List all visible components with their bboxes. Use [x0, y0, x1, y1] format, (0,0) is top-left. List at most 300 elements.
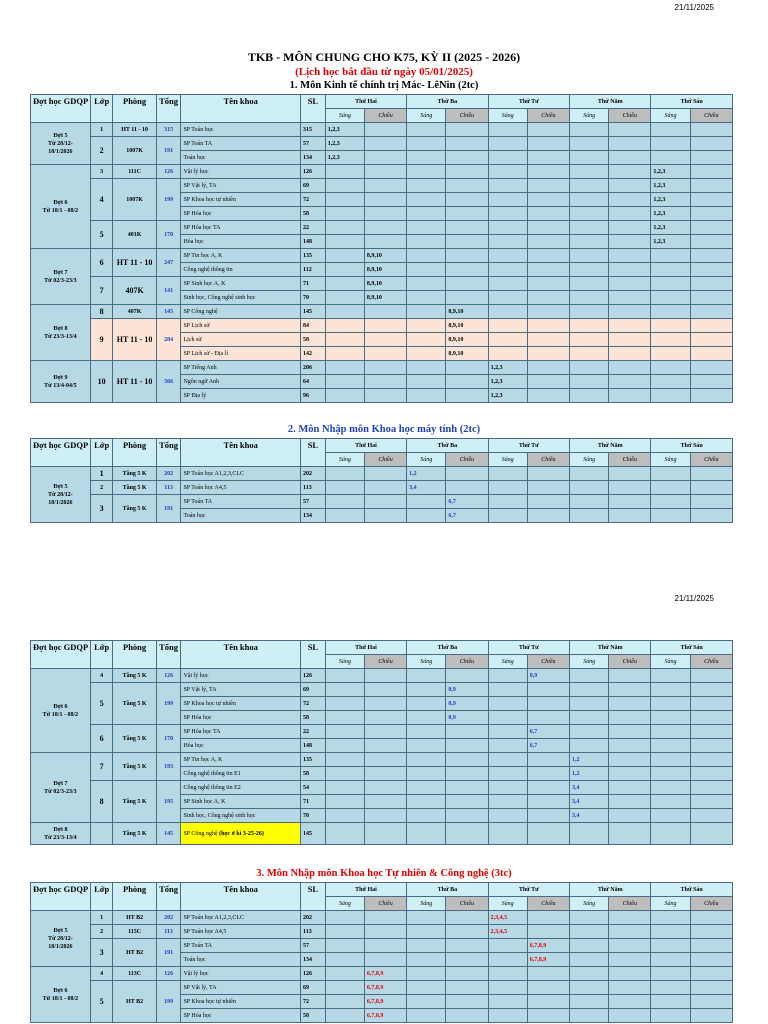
- schedule-slot: [651, 1009, 690, 1023]
- schedule-slot: [488, 753, 527, 767]
- schedule-slot: [325, 697, 364, 711]
- room-cell: Tầng 5 K: [113, 725, 156, 753]
- schedule-slot: [364, 179, 406, 193]
- room-cell: 407K: [113, 305, 156, 319]
- schedule-slot: [609, 179, 651, 193]
- schedule-slot: [570, 967, 609, 981]
- total-cell: 366: [156, 361, 181, 403]
- header-day: Thứ Ba: [407, 439, 488, 453]
- class-number: [90, 823, 113, 845]
- total-cell: 315: [156, 123, 181, 137]
- student-count: 96: [301, 389, 326, 403]
- schedule-slot: [570, 683, 609, 697]
- schedule-slot: [609, 981, 651, 995]
- schedule-slot: [325, 953, 364, 967]
- schedule-slot: [690, 795, 732, 809]
- schedule-slot: 6,7,8,9: [364, 995, 406, 1009]
- schedule-slot: [488, 795, 527, 809]
- schedule-slot: [570, 711, 609, 725]
- header-day: Thứ Sáu: [651, 883, 733, 897]
- schedule-slot: [407, 753, 446, 767]
- faculty-name: SP Hóa học TA: [181, 725, 301, 739]
- total-cell: 141: [156, 277, 181, 305]
- table-row: [31, 725, 733, 739]
- header-chieu: Chiều: [527, 655, 569, 669]
- schedule-slot: [325, 495, 364, 509]
- section-title: 1. Môn Kinh tế chính trị Mác- LêNin (2tc): [289, 80, 479, 91]
- faculty-name: Ngôn ngữ Anh: [181, 375, 301, 389]
- schedule-slot: [446, 925, 488, 939]
- table-row: [31, 179, 733, 193]
- header-sang: Sáng: [325, 897, 364, 911]
- header-chieu: Chiều: [690, 453, 732, 467]
- schedule-slot: [609, 193, 651, 207]
- table-row: [31, 249, 733, 263]
- schedule-slot: [364, 389, 406, 403]
- schedule-slot: [527, 711, 569, 725]
- schedule-slot: [570, 509, 609, 523]
- schedule-slot: [570, 347, 609, 361]
- schedule-slot: [364, 953, 406, 967]
- schedule-slot: [325, 1009, 364, 1023]
- schedule-slot: [651, 953, 690, 967]
- schedule-slot: 1,2,3: [488, 361, 527, 375]
- header-sang: Sáng: [488, 453, 527, 467]
- schedule-slot: [690, 179, 732, 193]
- schedule-slot: 8,9,10: [446, 333, 488, 347]
- schedule-slot: [527, 137, 569, 151]
- table-row: [31, 753, 733, 767]
- schedule-slot: [527, 683, 569, 697]
- faculty-name: Toán học: [181, 509, 301, 523]
- header-chieu: Chiều: [527, 897, 569, 911]
- schedule-slot: 6,7,8,9: [364, 967, 406, 981]
- faculty-name: SP Toán TA: [181, 939, 301, 953]
- student-count: 142: [301, 347, 326, 361]
- room-cell: HT 11 - 10: [113, 123, 156, 137]
- total-cell: 145: [156, 305, 181, 319]
- schedule-slot: [570, 123, 609, 137]
- schedule-slot: [446, 151, 488, 165]
- total-cell: 113: [156, 925, 181, 939]
- schedule-slot: [488, 767, 527, 781]
- schedule-slot: [690, 953, 732, 967]
- faculty-name: Lịch sử: [181, 333, 301, 347]
- schedule-slot: [570, 725, 609, 739]
- schedule-slot: [609, 953, 651, 967]
- header-day: Thứ Hai: [325, 641, 406, 655]
- student-count: 113: [301, 925, 326, 939]
- schedule-slot: [651, 697, 690, 711]
- schedule-slot: [651, 767, 690, 781]
- schedule-slot: [325, 193, 364, 207]
- schedule-slot: [364, 739, 406, 753]
- schedule-slot: [407, 333, 446, 347]
- schedule-slot: [488, 235, 527, 249]
- schedule-slot: 1,2,3: [651, 221, 690, 235]
- schedule-slot: [488, 165, 527, 179]
- room-cell: 111C: [113, 165, 156, 179]
- schedule-slot: 1,2,3: [651, 235, 690, 249]
- schedule-slot: [527, 207, 569, 221]
- student-count: 71: [301, 795, 326, 809]
- schedule-slot: [609, 481, 651, 495]
- schedule-slot: [488, 263, 527, 277]
- schedule-slot: [527, 263, 569, 277]
- schedule-slot: [690, 711, 732, 725]
- header-phong: Phòng: [113, 95, 156, 123]
- class-number: 9: [90, 319, 113, 361]
- header-chieu: Chiều: [609, 109, 651, 123]
- schedule-slot: [407, 967, 446, 981]
- schedule-slot: [651, 995, 690, 1009]
- schedule-slot: 6,7,8,9: [364, 1009, 406, 1023]
- header-tong: Tổng: [156, 883, 181, 911]
- faculty-name: Toán học: [181, 151, 301, 165]
- schedule-slot: [527, 823, 569, 845]
- header-chieu: Chiều: [446, 453, 488, 467]
- student-count: 71: [301, 277, 326, 291]
- schedule-slot: [325, 263, 364, 277]
- schedule-slot: [446, 753, 488, 767]
- schedule-slot: [609, 249, 651, 263]
- header-sang: Sáng: [570, 453, 609, 467]
- header-chieu: Chiều: [609, 453, 651, 467]
- faculty-name: SP Vật lý, TA: [181, 179, 301, 193]
- schedule-slot: [364, 697, 406, 711]
- schedule-slot: [651, 725, 690, 739]
- schedule-slot: [407, 137, 446, 151]
- schedule-slot: 1,2,3: [325, 137, 364, 151]
- schedule-slot: [488, 669, 527, 683]
- schedule-slot: [609, 711, 651, 725]
- schedule-slot: [488, 781, 527, 795]
- schedule-slot: [488, 151, 527, 165]
- header-sang: Sáng: [651, 453, 690, 467]
- schedule-slot: [527, 981, 569, 995]
- student-count: 134: [301, 151, 326, 165]
- schedule-table: [30, 640, 733, 845]
- class-number: 5: [90, 981, 113, 1023]
- schedule-slot: [407, 361, 446, 375]
- student-count: 135: [301, 753, 326, 767]
- class-number: 7: [90, 277, 113, 305]
- dot-cell: Đợt 5 Từ 28/12- 18/1/2026: [31, 123, 91, 165]
- schedule-slot: [690, 221, 732, 235]
- total-cell: 247: [156, 249, 181, 277]
- schedule-slot: 6,7,8,9: [527, 939, 569, 953]
- schedule-slot: [488, 939, 527, 953]
- schedule-slot: [690, 375, 732, 389]
- header-sang: Sáng: [570, 897, 609, 911]
- class-number: 2: [90, 925, 113, 939]
- schedule-slot: [609, 781, 651, 795]
- faculty-name: SP Tiếng Anh: [181, 361, 301, 375]
- faculty-name: Vật lý học: [181, 165, 301, 179]
- schedule-slot: 1,2: [570, 753, 609, 767]
- schedule-table: [30, 438, 733, 523]
- schedule-slot: [690, 263, 732, 277]
- class-number: 2: [90, 481, 113, 495]
- schedule-slot: [325, 481, 364, 495]
- schedule-slot: [651, 291, 690, 305]
- schedule-slot: [570, 823, 609, 845]
- schedule-slot: 8,9: [446, 711, 488, 725]
- header-sang: Sáng: [570, 109, 609, 123]
- schedule-slot: [407, 263, 446, 277]
- table-row: [31, 669, 733, 683]
- class-number: 6: [90, 725, 113, 753]
- schedule-slot: [651, 683, 690, 697]
- schedule-slot: [690, 767, 732, 781]
- schedule-slot: [690, 925, 732, 939]
- schedule-slot: 6,7,8,9: [527, 953, 569, 967]
- header-dot: Đợt học GDQP: [31, 883, 91, 911]
- header-sang: Sáng: [488, 655, 527, 669]
- table-row: [31, 925, 733, 939]
- schedule-slot: [407, 781, 446, 795]
- schedule-slot: [325, 249, 364, 263]
- student-count: 148: [301, 235, 326, 249]
- schedule-slot: [527, 509, 569, 523]
- schedule-slot: [446, 767, 488, 781]
- total-cell: 191: [156, 137, 181, 165]
- class-number: 5: [90, 221, 113, 249]
- schedule-slot: 8,9,10: [446, 347, 488, 361]
- header-day: Thứ Năm: [570, 95, 651, 109]
- schedule-slot: [364, 669, 406, 683]
- class-number: 5: [90, 683, 113, 725]
- class-number: 2: [90, 137, 113, 165]
- schedule-slot: [325, 235, 364, 249]
- schedule-slot: [407, 711, 446, 725]
- schedule-slot: 1,2,3: [651, 165, 690, 179]
- schedule-slot: [364, 911, 406, 925]
- schedule-slot: [488, 179, 527, 193]
- table-row: [31, 277, 733, 291]
- faculty-name: SP Hóa học: [181, 1009, 301, 1023]
- student-count: 57: [301, 137, 326, 151]
- schedule-slot: 6,7: [527, 739, 569, 753]
- schedule-slot: [325, 683, 364, 697]
- schedule-slot: [527, 165, 569, 179]
- schedule-slot: [651, 151, 690, 165]
- schedule-slot: [325, 207, 364, 221]
- schedule-slot: [651, 249, 690, 263]
- total-cell: 193: [156, 753, 181, 781]
- schedule-slot: [364, 781, 406, 795]
- header-sang: Sáng: [651, 109, 690, 123]
- room-cell: 1007K: [113, 137, 156, 165]
- schedule-slot: [690, 823, 732, 845]
- schedule-slot: [364, 333, 406, 347]
- schedule-slot: [527, 375, 569, 389]
- total-cell: 145: [156, 823, 181, 845]
- faculty-name: SP Khoa học tự nhiên: [181, 697, 301, 711]
- schedule-slot: [609, 347, 651, 361]
- schedule-slot: [651, 509, 690, 523]
- schedule-slot: [651, 925, 690, 939]
- schedule-slot: [570, 389, 609, 403]
- header-sang: Sáng: [488, 897, 527, 911]
- table-row: [31, 939, 733, 953]
- schedule-slot: [609, 467, 651, 481]
- schedule-slot: [325, 739, 364, 753]
- dot-cell: Đợt 5 Từ 28/12- 18/1/2026: [31, 911, 91, 967]
- header-khoa: Tên khoa: [181, 439, 301, 467]
- schedule-slot: [609, 725, 651, 739]
- schedule-slot: [488, 123, 527, 137]
- schedule-slot: [570, 939, 609, 953]
- room-cell: HT 11 - 10: [113, 319, 156, 361]
- schedule-slot: [527, 291, 569, 305]
- faculty-name: Vật lý học: [181, 669, 301, 683]
- total-cell: 191: [156, 939, 181, 967]
- schedule-slot: [527, 925, 569, 939]
- schedule-slot: [407, 375, 446, 389]
- schedule-slot: [609, 739, 651, 753]
- schedule-slot: [364, 823, 406, 845]
- schedule-slot: [609, 967, 651, 981]
- table-row: [31, 981, 733, 995]
- header-tong: Tổng: [156, 95, 181, 123]
- schedule-slot: [325, 711, 364, 725]
- student-count: 145: [301, 305, 326, 319]
- schedule-slot: [690, 939, 732, 953]
- schedule-slot: [527, 221, 569, 235]
- schedule-slot: [690, 319, 732, 333]
- schedule-slot: [488, 137, 527, 151]
- total-cell: 199: [156, 179, 181, 221]
- schedule-slot: [407, 939, 446, 953]
- schedule-slot: [609, 207, 651, 221]
- schedule-slot: [446, 481, 488, 495]
- student-count: 57: [301, 939, 326, 953]
- schedule-slot: [651, 333, 690, 347]
- schedule-slot: [527, 389, 569, 403]
- schedule-slot: [407, 981, 446, 995]
- page-subtitle: (Lịch học bắt đầu từ ngày 05/01/2025): [295, 66, 473, 78]
- schedule-slot: [446, 669, 488, 683]
- schedule-slot: [325, 781, 364, 795]
- schedule-slot: [446, 235, 488, 249]
- room-cell: 113C: [113, 967, 156, 981]
- total-cell: 191: [156, 495, 181, 523]
- schedule-slot: [609, 361, 651, 375]
- header-khoa: Tên khoa: [181, 95, 301, 123]
- table-row: [31, 823, 733, 845]
- schedule-slot: [488, 725, 527, 739]
- schedule-slot: [527, 795, 569, 809]
- schedule-slot: [570, 361, 609, 375]
- header-day: Thứ Tư: [488, 439, 569, 453]
- schedule-slot: [690, 669, 732, 683]
- schedule-slot: [407, 953, 446, 967]
- dot-cell: Đợt 5 Từ 28/12- 18/1/2026: [31, 467, 91, 523]
- schedule-slot: [570, 137, 609, 151]
- room-cell: 401K: [113, 221, 156, 249]
- schedule-slot: 1,2,3: [325, 123, 364, 137]
- schedule-slot: 8,9: [446, 697, 488, 711]
- schedule-slot: [407, 823, 446, 845]
- total-cell: 195: [156, 781, 181, 823]
- room-cell: Tầng 5 K: [113, 467, 156, 481]
- schedule-slot: [651, 319, 690, 333]
- schedule-slot: [446, 179, 488, 193]
- total-cell: 199: [156, 981, 181, 1023]
- schedule-slot: [527, 809, 569, 823]
- header-chieu: Chiều: [446, 109, 488, 123]
- schedule-slot: [651, 123, 690, 137]
- schedule-slot: [651, 495, 690, 509]
- schedule-slot: [570, 739, 609, 753]
- schedule-slot: [527, 361, 569, 375]
- schedule-slot: [364, 235, 406, 249]
- schedule-slot: [609, 1009, 651, 1023]
- schedule-slot: [527, 467, 569, 481]
- schedule-slot: [488, 697, 527, 711]
- schedule-slot: [446, 809, 488, 823]
- schedule-slot: [651, 389, 690, 403]
- schedule-slot: [527, 1009, 569, 1023]
- room-cell: HT B2: [113, 981, 156, 1023]
- room-cell: Tầng 5 K: [113, 683, 156, 725]
- schedule-slot: [446, 981, 488, 995]
- schedule-slot: [364, 481, 406, 495]
- faculty-name: Công nghệ thông tin: [181, 263, 301, 277]
- header-lop: Lớp: [90, 95, 113, 123]
- schedule-slot: [570, 333, 609, 347]
- schedule-slot: [325, 795, 364, 809]
- schedule-slot: [364, 361, 406, 375]
- schedule-slot: [690, 481, 732, 495]
- schedule-slot: [325, 291, 364, 305]
- schedule-slot: [407, 249, 446, 263]
- schedule-slot: [690, 193, 732, 207]
- header-phong: Phòng: [113, 883, 156, 911]
- schedule-slot: [651, 795, 690, 809]
- total-cell: 126: [156, 967, 181, 981]
- schedule-slot: [364, 347, 406, 361]
- schedule-slot: [690, 981, 732, 995]
- faculty-name: SP Địa lý: [181, 389, 301, 403]
- schedule-slot: [651, 305, 690, 319]
- schedule-slot: [527, 781, 569, 795]
- room-cell: 1007K: [113, 179, 156, 221]
- schedule-slot: [407, 165, 446, 179]
- header-chieu: Chiều: [527, 453, 569, 467]
- schedule-slot: [407, 123, 446, 137]
- schedule-slot: [570, 481, 609, 495]
- schedule-slot: [527, 767, 569, 781]
- header-day: Thứ Ba: [407, 95, 488, 109]
- schedule-slot: [609, 333, 651, 347]
- schedule-slot: [407, 151, 446, 165]
- header-day: Thứ Sáu: [651, 641, 733, 655]
- schedule-slot: [690, 277, 732, 291]
- total-cell: 202: [156, 911, 181, 925]
- dot-cell: Đợt 8 Từ 23/3-13/4: [31, 305, 91, 361]
- room-cell: 407K: [113, 277, 156, 305]
- schedule-slot: [488, 981, 527, 995]
- schedule-slot: [364, 683, 406, 697]
- room-cell: HT B2: [113, 939, 156, 967]
- schedule-slot: [651, 967, 690, 981]
- schedule-slot: [609, 683, 651, 697]
- schedule-slot: [570, 193, 609, 207]
- schedule-slot: [570, 495, 609, 509]
- header-dot: Đợt học GDQP: [31, 641, 91, 669]
